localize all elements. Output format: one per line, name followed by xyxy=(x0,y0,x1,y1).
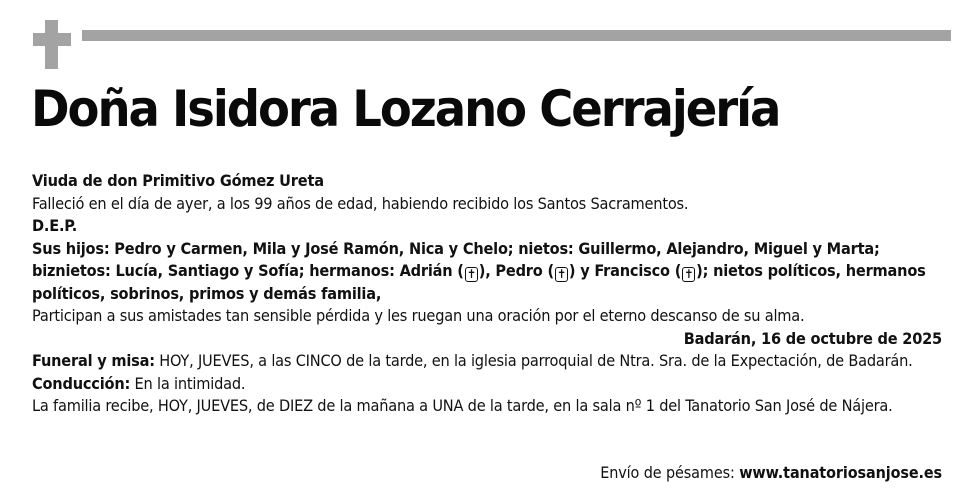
funeral-line xyxy=(32,350,942,373)
invitation: Participan a sus amistades tan sensible pérdida y les ruegan una oración por el eterno descanso de su alma. xyxy=(32,306,805,325)
latin-cross-icon xyxy=(33,20,71,69)
header-rule xyxy=(82,30,951,41)
deceased-cross-icon: ✝ xyxy=(465,267,478,282)
obituary-body xyxy=(32,170,942,418)
funeral-label: Funeral y misa: xyxy=(32,351,155,370)
conduction-text: En la intimidad. xyxy=(130,373,246,393)
reception-line: La familia recibe, HOY, JUEVES, de DIEZ de la mañana a UNA de la tarde, en la sala nº 1 del Tanatorio San José de Nájera. xyxy=(32,396,893,415)
conduction-line xyxy=(32,373,942,396)
condolences-label: Envío de pésames: xyxy=(600,463,740,482)
deceased-name: Doña Isidora Lozano Cerrajería xyxy=(31,80,780,138)
conduction-label: Conducción: xyxy=(32,373,131,393)
dep-line: D.E.P. xyxy=(32,216,78,235)
condolences-footer xyxy=(600,463,942,482)
family-list: Sus hijos: Pedro y Carmen, Mila y José Ramón, Nica y Chelo; nietos: Guillermo, Alejandro, Miguel y Marta; biznietos: Lucía, Santiago y Sofía; hermanos: Adrián ( ✝ ), Pedro ( ✝ ) y Francisco ( ✝ ); nietos políticos, hermanos políticos, sobrinos, primos y demás familia, xyxy=(32,238,926,303)
death-notice: Falleció en el día de ayer, a los 99 años de edad, habiendo recibido los Santos Sacramentos. xyxy=(32,193,689,213)
deceased-cross-icon: ✝ xyxy=(682,267,695,282)
widow-line: Viuda de don Primitivo Gómez Ureta xyxy=(32,171,324,190)
deceased-cross-icon: ✝ xyxy=(555,267,568,282)
funeral-text: HOY, JUEVES, a las CINCO de la tarde, en la iglesia parroquial de Ntra. Sra. de la Expectación, de Badarán. xyxy=(154,351,913,370)
condolences-link[interactable]: www.tanatoriosanjose.es xyxy=(739,463,942,482)
place-date: Badarán, 16 de octubre de 2025 xyxy=(683,328,942,348)
